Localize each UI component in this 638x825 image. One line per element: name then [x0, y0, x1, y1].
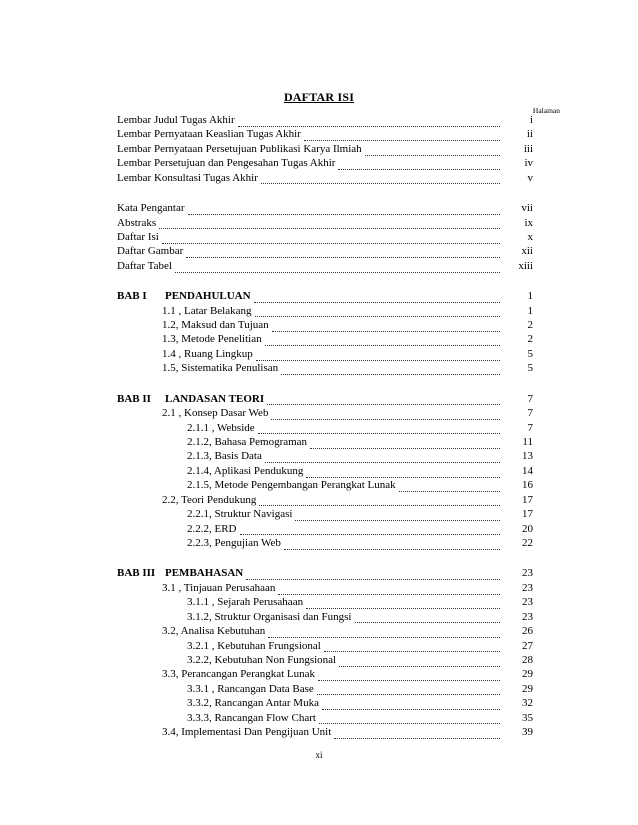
toc-subentry[interactable] — [117, 421, 533, 435]
dot-leader — [284, 540, 500, 550]
dot-leader — [188, 205, 501, 215]
dot-leader — [324, 642, 500, 652]
dot-leader — [175, 263, 500, 273]
toc-entry-label: Lembar Pernyataan Persetujuan Publikasi Karya Ilmiah — [117, 142, 362, 155]
chapter-number: BAB I — [117, 290, 147, 303]
toc-entry-page: 5 — [527, 362, 533, 375]
toc-subentry[interactable] — [117, 478, 533, 492]
dot-leader — [339, 657, 500, 667]
toc-entry[interactable] — [117, 142, 533, 156]
chapter-2 — [117, 392, 533, 551]
dot-leader — [365, 146, 500, 156]
toc-entry-label: 2.1.4, Aplikasi Pendukung — [187, 464, 304, 477]
toc-subentry[interactable] — [117, 522, 533, 536]
toc-entry[interactable] — [117, 156, 533, 170]
toc-entry-label: 3.3.1 , Rancangan Data Base — [187, 682, 314, 695]
toc-entry-label: 3.2, Analisa Kebutuhan — [162, 625, 266, 638]
toc-entry-page: 20 — [522, 522, 533, 535]
toc-entry-label: 3.2.2, Kebutuhan Non Fungsional — [187, 653, 337, 666]
toc-entry-label: 1.3, Metode Penelitian — [162, 333, 262, 346]
toc-entry-page: 29 — [522, 668, 533, 681]
dot-leader — [186, 248, 500, 258]
toc-subentry[interactable] — [117, 624, 533, 638]
toc-entry-page: 2 — [527, 319, 533, 332]
toc-entry[interactable] — [117, 230, 533, 244]
toc-entry-label: Daftar Gambar — [117, 245, 184, 258]
chapter-heading[interactable] — [117, 566, 533, 580]
dot-leader — [295, 511, 500, 521]
toc-entry-label: 3.3.2, Rancangan Antar Muka — [187, 697, 319, 710]
toc-entry-page: 11 — [522, 436, 533, 449]
toc-entry-page: 22 — [522, 536, 533, 549]
toc-entry-label: 3.1.2, Struktur Organisasi dan Fungsi — [187, 610, 352, 623]
dot-leader — [159, 219, 500, 229]
dot-leader — [278, 585, 500, 595]
toc-entry-label: Lembar Konsultasi Tugas Akhir — [117, 171, 258, 184]
dot-leader — [271, 410, 500, 420]
toc-entry-label: 2.2.1, Struktur Navigasi — [187, 508, 293, 521]
toc-entry-page: 35 — [522, 711, 533, 724]
chapter-heading-label — [117, 289, 251, 303]
dot-leader — [259, 496, 500, 506]
dot-leader — [319, 714, 500, 724]
toc-subentry[interactable] — [117, 536, 533, 550]
toc-entry-label: 1.4 , Ruang Lingkup — [162, 347, 253, 360]
toc-entry-label: 2.2.3, Pengujian Web — [187, 536, 281, 549]
toc-subentry[interactable] — [117, 667, 533, 681]
toc-subentry[interactable] — [117, 682, 533, 696]
dot-leader — [322, 700, 500, 710]
toc-entry[interactable] — [117, 171, 533, 185]
dot-leader — [334, 729, 500, 739]
toc-subentry[interactable] — [117, 435, 533, 449]
toc-entry-label: 2.1.1 , Webside — [187, 421, 255, 434]
toc-entry-page: x — [527, 230, 533, 243]
chapter-heading[interactable] — [117, 392, 533, 406]
toc-entry-page: 23 — [522, 610, 533, 623]
dot-leader — [256, 351, 500, 361]
toc-subentry[interactable] — [117, 493, 533, 507]
toc-subentry[interactable] — [117, 304, 533, 318]
toc-subentry[interactable] — [117, 711, 533, 725]
toc-entry-page: 7 — [527, 407, 533, 420]
toc-entry-label: Lembar Persetujuan dan Pengesahan Tugas Akhir — [117, 157, 336, 170]
toc-entry-label: 2.1.5, Metode Pengembangan Perangkat Lunak — [187, 479, 396, 492]
chapter-title: PENDAHULUAN — [165, 290, 251, 303]
toc-entry-label: 1.2, Maksud dan Tujuan — [162, 319, 269, 332]
toc-entry-page: xiii — [518, 259, 533, 272]
toc-entry-page: 27 — [522, 639, 533, 652]
toc-entry-page: 7 — [527, 421, 533, 434]
toc-entry-label: 2.1.2, Bahasa Pemograman — [187, 436, 308, 449]
front-matter-list — [117, 113, 533, 185]
toc-entry-label: 3.3, Perancangan Perangkat Lunak — [162, 668, 316, 681]
toc-entry-page: 1 — [527, 304, 533, 317]
toc-entry-label: 1.5, Sistematika Penulisan — [162, 362, 279, 375]
toc-subentry[interactable] — [117, 653, 533, 667]
page-column-header: Halaman — [532, 106, 560, 115]
dot-leader — [399, 482, 500, 492]
toc-entry-page: iv — [524, 157, 533, 170]
toc-entry[interactable] — [117, 127, 533, 141]
dot-leader — [310, 439, 500, 449]
table-of-contents — [117, 113, 533, 739]
dot-leader — [281, 365, 500, 375]
toc-entry-page: 32 — [522, 697, 533, 710]
toc-entry-page: 23 — [522, 581, 533, 594]
dot-leader — [240, 525, 501, 535]
toc-entry-page: 2 — [527, 333, 533, 346]
toc-subentry[interactable] — [117, 449, 533, 463]
toc-entry-label: Kata Pengantar — [117, 202, 185, 215]
toc-subentry[interactable] — [117, 347, 533, 361]
dot-leader — [338, 160, 500, 170]
toc-entry-page: xii — [521, 245, 533, 258]
toc-entry-page: ii — [526, 128, 533, 141]
toc-entry-label: 2.1 , Konsep Dasar Web — [162, 407, 269, 420]
toc-subentry[interactable] — [117, 696, 533, 710]
chapter-page: 1 — [527, 290, 533, 303]
toc-entry-page: iii — [523, 142, 533, 155]
chapter-number: BAB III — [117, 567, 156, 580]
toc-entry-page: 17 — [522, 493, 533, 506]
chapter-number: BAB II — [117, 392, 151, 405]
chapter-title: PEMBAHASAN — [165, 567, 244, 580]
toc-entry-label: 2.1.3, Basis Data — [187, 450, 262, 463]
dot-leader — [304, 131, 500, 141]
toc-subentry[interactable] — [117, 361, 533, 375]
toc-subentry[interactable] — [117, 318, 533, 332]
dot-leader — [254, 293, 500, 303]
dot-leader — [317, 685, 500, 695]
chapter-heading[interactable] — [117, 289, 533, 303]
page-number: xi — [315, 750, 323, 760]
dot-leader — [355, 613, 501, 623]
toc-entry[interactable] — [117, 259, 533, 273]
toc-entry-page: i — [529, 114, 533, 126]
toc-entry-label: 3.1 , Tinjauan Perusahaan — [162, 581, 276, 594]
toc-entry-label: Abstraks — [117, 216, 157, 229]
dot-leader — [238, 117, 500, 127]
chapter-heading-label — [117, 566, 243, 580]
dot-leader — [258, 424, 500, 434]
toc-entry-page: 5 — [527, 347, 533, 360]
toc-subentry[interactable] — [117, 581, 533, 595]
toc-entry-label: 3.1.1 , Sejarah Perusahaan — [187, 596, 304, 609]
toc-entry-page: 16 — [522, 479, 533, 492]
toc-entry-page: 13 — [522, 450, 533, 463]
toc-entry-page: ix — [524, 216, 533, 229]
toc-subentry[interactable] — [117, 610, 533, 624]
dot-leader — [255, 307, 501, 317]
toc-entry-page: 26 — [522, 625, 533, 638]
dot-leader — [162, 234, 500, 244]
toc-subentry[interactable] — [117, 507, 533, 521]
toc-entry-label: 3.2.1 , Kebutuhan Frungsional — [187, 639, 321, 652]
chapter-1 — [117, 289, 533, 376]
toc-entry-page: 29 — [522, 682, 533, 695]
dot-leader — [306, 468, 500, 478]
dot-leader — [261, 174, 500, 184]
toc-entry-label: Daftar Isi — [117, 230, 159, 243]
toc-entry[interactable] — [117, 244, 533, 258]
toc-entry-label: 2.2.2, ERD — [187, 522, 237, 535]
toc-entry-page: 14 — [522, 464, 533, 477]
toc-entry-page: 28 — [522, 653, 533, 666]
dot-leader — [265, 453, 500, 463]
toc-entry[interactable] — [117, 201, 533, 215]
toc-subentry[interactable] — [117, 639, 533, 653]
toc-entry-label: 1.1 , Latar Belakang — [162, 304, 252, 317]
dot-leader — [306, 599, 500, 609]
chapter-page: 23 — [522, 567, 533, 580]
page-title: DAFTAR ISI — [283, 90, 355, 104]
toc-subentry[interactable] — [117, 332, 533, 346]
toc-subentry[interactable] — [117, 464, 533, 478]
toc-entry-label: 3.4, Implementasi Dan Pengijuan Unit — [162, 726, 332, 739]
toc-entry-label: Lembar Judul Tugas Akhir — [117, 114, 235, 126]
chapter-heading-label — [117, 392, 264, 406]
chapter-title: LANDASAN TEORI — [165, 392, 265, 405]
toc-subentry[interactable] — [117, 595, 533, 609]
toc-entry-page: 23 — [522, 596, 533, 609]
toc-subentry[interactable] — [117, 406, 533, 420]
dot-leader — [268, 628, 500, 638]
chapter-3 — [117, 566, 533, 739]
dot-leader — [246, 570, 500, 580]
dot-leader — [318, 671, 500, 681]
toc-entry-label: 2.2, Teori Pendukung — [162, 493, 257, 506]
dot-leader — [265, 336, 500, 346]
chapter-page: 7 — [527, 392, 533, 405]
toc-entry-page: 39 — [522, 726, 533, 739]
toc-entry[interactable] — [117, 113, 533, 127]
toc-entry-label: 3.3.3, Rancangan Flow Chart — [187, 711, 316, 724]
toc-entry-page: v — [527, 171, 533, 184]
toc-entry-label: Lembar Pernyataan Keaslian Tugas Akhir — [117, 128, 301, 141]
toc-entry-page: vii — [521, 202, 533, 215]
prelims-list — [117, 201, 533, 273]
toc-entry-page: 17 — [522, 508, 533, 521]
toc-entry-label: Daftar Tabel — [117, 259, 172, 272]
dot-leader — [267, 395, 500, 405]
toc-entry[interactable] — [117, 216, 533, 230]
dot-leader — [272, 322, 500, 332]
toc-subentry[interactable] — [117, 725, 533, 739]
